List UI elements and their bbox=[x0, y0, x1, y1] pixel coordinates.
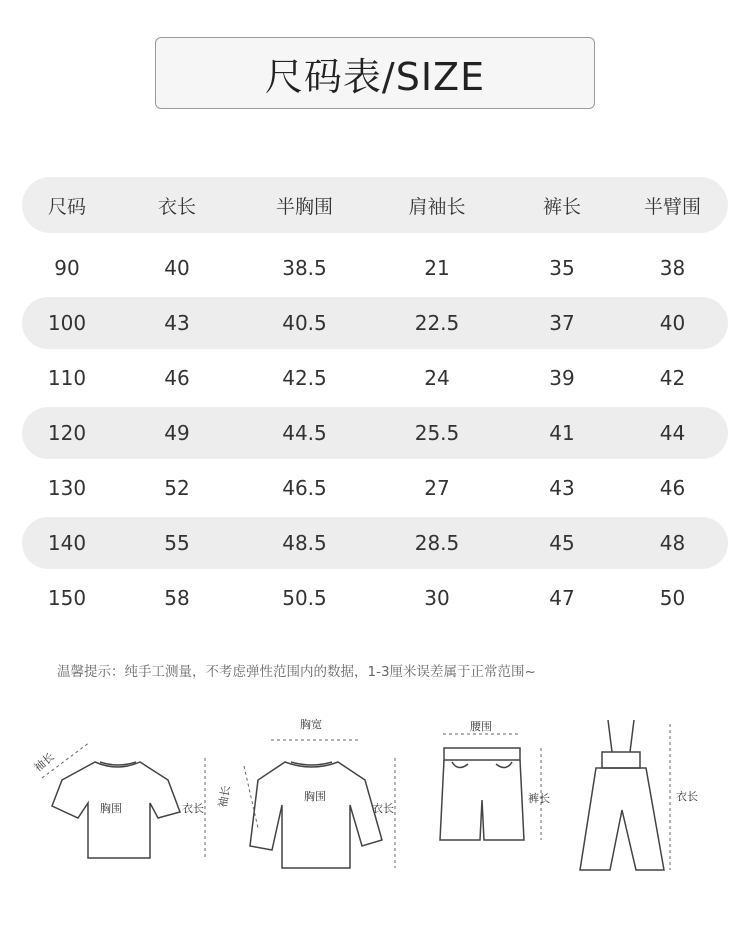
table-cell: 47 bbox=[549, 586, 575, 610]
table-cell: 40 bbox=[164, 256, 190, 280]
table-cell: 30 bbox=[424, 586, 450, 610]
table-row bbox=[22, 462, 728, 514]
table-row bbox=[22, 572, 728, 624]
table-cell: 22.5 bbox=[414, 311, 460, 335]
table-cell: 40.5 bbox=[282, 311, 327, 335]
header-cell: 半胸围 bbox=[275, 195, 333, 218]
table-cell: 52 bbox=[164, 476, 190, 500]
sweater-width-label: 胸宽 bbox=[300, 718, 322, 731]
shorts-waist-label: 腰围 bbox=[470, 720, 492, 733]
table-cell: 40 bbox=[659, 311, 686, 335]
shorts-diagram bbox=[440, 748, 524, 840]
header-cell: 尺码 bbox=[47, 195, 86, 218]
table-cell: 25.5 bbox=[414, 421, 460, 445]
sweater-sleeve-label: 袖长 bbox=[216, 784, 233, 809]
table-cell: 50.5 bbox=[282, 586, 327, 610]
table-cell: 90 bbox=[54, 256, 80, 280]
garment-diagrams bbox=[0, 700, 750, 945]
table-cell: 130 bbox=[47, 476, 87, 500]
table-cell: 43 bbox=[164, 311, 190, 335]
table-cell: 27 bbox=[424, 476, 450, 500]
table-cell: 38 bbox=[659, 256, 686, 280]
table-cell: 42 bbox=[659, 366, 686, 390]
table-cell: 110 bbox=[47, 366, 87, 390]
sweater-chest-label: 胸围 bbox=[304, 790, 326, 803]
table-cell: 43 bbox=[549, 476, 575, 500]
table-cell: 39 bbox=[549, 366, 575, 390]
measurement-note: 温馨提示：纯手工测量，不考虑弹性范围内的数据，1-3厘米误差属于正常范围~ bbox=[57, 664, 536, 680]
table-cell: 46.5 bbox=[282, 476, 327, 500]
table-cell: 21 bbox=[424, 256, 450, 280]
table-cell: 48 bbox=[659, 531, 686, 555]
table-cell: 44 bbox=[659, 421, 686, 445]
overalls-diagram bbox=[580, 720, 664, 870]
tshirt-length-label: 衣长 bbox=[182, 802, 204, 815]
table-cell: 120 bbox=[47, 421, 87, 445]
header-cell: 半臂围 bbox=[643, 195, 701, 218]
table-cell: 45 bbox=[549, 531, 575, 555]
table-header-row bbox=[22, 177, 728, 233]
table-cell: 55 bbox=[164, 531, 190, 555]
overalls-length-label: 衣长 bbox=[676, 790, 698, 803]
table-cell: 24 bbox=[424, 366, 450, 390]
sweater-diagram bbox=[250, 762, 382, 868]
table-cell: 28.5 bbox=[414, 531, 460, 555]
table-row bbox=[22, 297, 728, 349]
header-cell: 衣长 bbox=[157, 195, 196, 218]
tshirt-chest-label: 胸围 bbox=[100, 802, 122, 815]
table-cell: 49 bbox=[164, 421, 190, 445]
table-cell: 46 bbox=[164, 366, 190, 390]
table-cell: 58 bbox=[164, 586, 190, 610]
table-cell: 37 bbox=[549, 311, 575, 335]
table-cell: 100 bbox=[47, 311, 87, 335]
table-cell: 140 bbox=[47, 531, 87, 555]
table-cell: 150 bbox=[47, 586, 87, 610]
table-cell: 41 bbox=[549, 421, 575, 445]
table-cell: 48.5 bbox=[282, 531, 327, 555]
shorts-length-label: 裤长 bbox=[528, 792, 550, 805]
tshirt-sleeve-label: 袖长 bbox=[31, 750, 57, 775]
header-cell: 裤长 bbox=[542, 195, 581, 218]
table-row bbox=[22, 242, 728, 294]
table-cell: 38.5 bbox=[282, 256, 327, 280]
sweater-length-label: 衣长 bbox=[372, 802, 394, 815]
table-row bbox=[22, 517, 728, 569]
page-title: 尺码表/SIZE bbox=[155, 37, 595, 109]
table-cell: 46 bbox=[659, 476, 686, 500]
table-cell: 35 bbox=[549, 256, 575, 280]
table-row bbox=[22, 407, 728, 459]
table-cell: 50 bbox=[659, 586, 686, 610]
table-cell: 42.5 bbox=[282, 366, 327, 390]
header-cell: 肩袖长 bbox=[408, 195, 466, 218]
table-row bbox=[22, 352, 728, 404]
table-cell: 44.5 bbox=[282, 421, 327, 445]
